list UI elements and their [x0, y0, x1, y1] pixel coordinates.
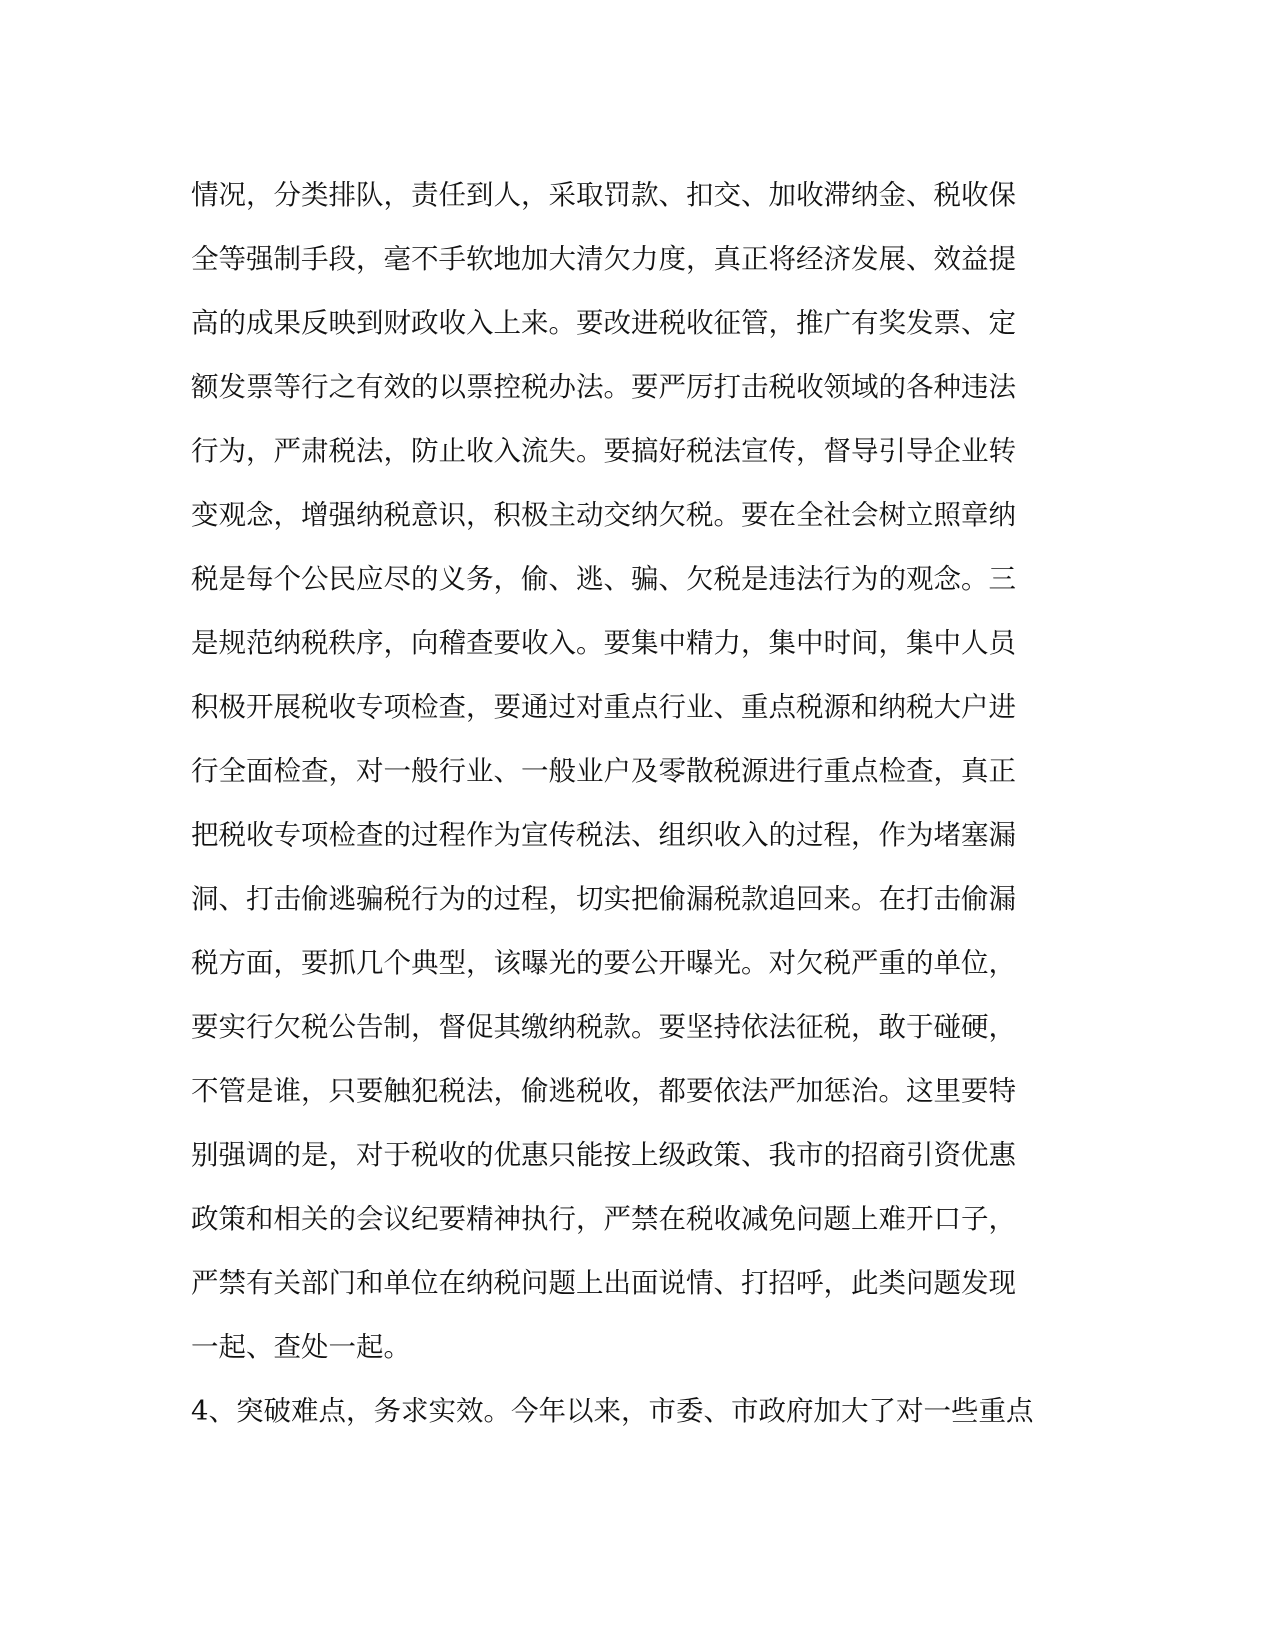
text-line: 政策和相关的会议纪要精神执行，严禁在税收减免问题上难开口子，: [191, 1203, 1016, 1235]
text-line: 行为，严肃税法，防止收入流失。要搞好税法宣传，督导引导企业转: [191, 435, 1016, 467]
text-line: 一起、查处一起。: [191, 1331, 411, 1363]
text-line: 额发票等行之有效的以票控税办法。要严厉打击税收领域的各种违法: [191, 371, 1016, 403]
paragraph: [191, 1379, 1071, 1443]
text-line: 4、突破难点，务求实效。今年以来，市委、市政府加大了对一些重点: [191, 1395, 1034, 1427]
text-line: 洞、打击偷逃骗税行为的过程，切实把偷漏税款追回来。在打击偷漏: [191, 883, 1016, 915]
body-text: [191, 163, 1071, 1443]
text-line: 严禁有关部门和单位在纳税问题上出面说情、打招呼，此类问题发现: [191, 1267, 1016, 1299]
text-line: 别强调的是，对于税收的优惠只能按上级政策、我市的招商引资优惠: [191, 1139, 1016, 1171]
text-line: 税方面，要抓几个典型，该曝光的要公开曝光。对欠税严重的单位，: [191, 947, 1016, 979]
paragraph: [191, 163, 1071, 1379]
text-line: 是规范纳税秩序，向稽查要收入。要集中精力，集中时间，集中人员: [191, 627, 1016, 659]
text-line: 把税收专项检查的过程作为宣传税法、组织收入的过程，作为堵塞漏: [191, 819, 1016, 851]
text-line: 不管是谁，只要触犯税法，偷逃税收，都要依法严加惩治。这里要特: [191, 1075, 1016, 1107]
text-line: 全等强制手段，毫不手软地加大清欠力度，真正将经济发展、效益提: [191, 243, 1016, 275]
text-line: 税是每个公民应尽的义务，偷、逃、骗、欠税是违法行为的观念。三: [191, 563, 1016, 595]
text-line: 高的成果反映到财政收入上来。要改进税收征管，推广有奖发票、定: [191, 307, 1016, 339]
text-line: 要实行欠税公告制，督促其缴纳税款。要坚持依法征税，敢于碰硬，: [191, 1011, 1016, 1043]
text-line: 情况，分类排队，责任到人，采取罚款、扣交、加收滞纳金、税收保: [191, 179, 1016, 211]
text-line: 行全面检查，对一般行业、一般业户及零散税源进行重点检查，真正: [191, 755, 1016, 787]
text-line: 变观念，增强纳税意识，积极主动交纳欠税。要在全社会树立照章纳: [191, 499, 1016, 531]
text-line: 积极开展税收专项检查，要通过对重点行业、重点税源和纳税大户进: [191, 691, 1016, 723]
